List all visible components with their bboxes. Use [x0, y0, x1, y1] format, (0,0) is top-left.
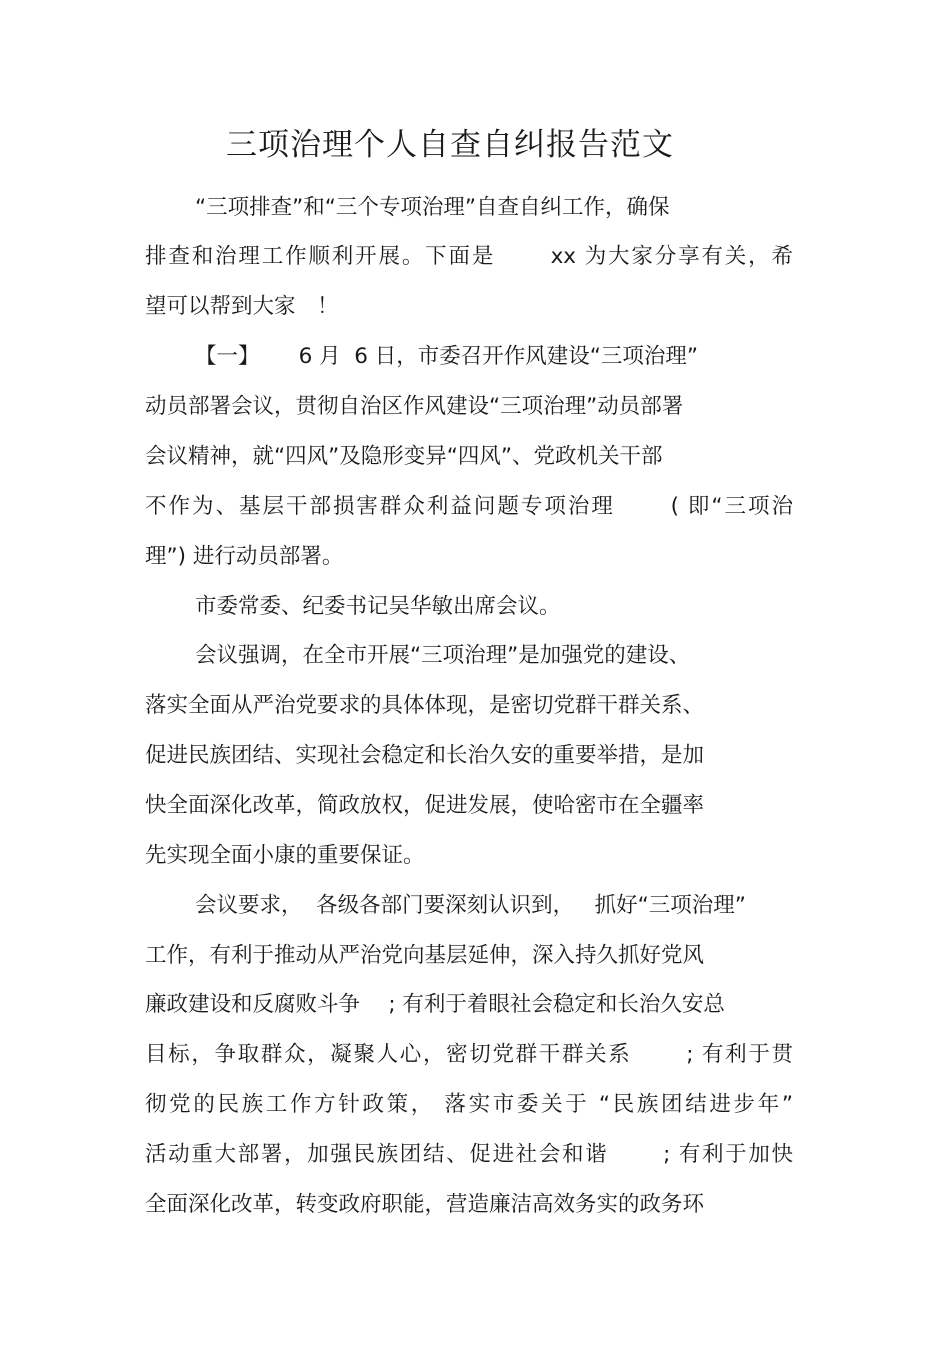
text-line: 全面深化改革，转变政府职能，营造廉洁高效务实的政务环 [145, 1192, 705, 1217]
text-line: 【一】 6 月 6 日，市委召开作风建设“三项治理” [195, 344, 699, 369]
text-line: 动员部署会议，贯彻自治区作风建设“三项治理”动员部署 [145, 394, 684, 419]
text-line: 快全面深化改革，简政放权，促进发展，使哈密市在全疆率 [145, 793, 705, 818]
text-line: 落实全面从严治党要求的具体体现，是密切党群干群关系、 [145, 693, 705, 718]
text-line: 活动重大部署，加强民族团结、促进社会和谐 ; 有利于加快 [145, 1142, 793, 1167]
text-line: “三项排查”和“三个专项治理”自查自纠工作，确保 [195, 195, 670, 220]
text-line: 市委常委、纪委书记吴华敏出席会议。 [195, 594, 561, 619]
text-line: 会议精神，就“四风”及隐形变异“四风”、党政机关干部 [145, 444, 663, 469]
text-line: 不作为、基层干部损害群众利益问题专项治理 ( 即“三项治 [145, 494, 793, 519]
text-line: 彻党的民族工作方针政策， 落实市委关于 “民族团结进步年” [145, 1092, 793, 1117]
text-line: 会议要求， 各级各部门要深刻认识到， 抓好“三项治理” [195, 893, 746, 918]
text-line: 排查和治理工作顺利开展。下面是 xx 为大家分享有关，希 [145, 244, 793, 269]
text-line: 促进民族团结、实现社会稳定和长治久安的重要举措，是加 [145, 743, 705, 768]
text-line: 目标，争取群众，凝聚人心，密切党群干群关系 ; 有利于贯 [145, 1042, 793, 1067]
text-line: 会议强调，在全市开展“三项治理”是加强党的建设、 [195, 643, 691, 668]
text-line: 先实现全面小康的重要保证。 [145, 843, 425, 868]
text-line: 工作，有利于推动从严治党向基层延伸，深入持久抓好党风 [145, 943, 705, 968]
text-line: 望可以帮到大家 ！ [145, 294, 339, 319]
document-title: 三项治理个人自查自纠报告范文 [226, 127, 674, 163]
text-line: 理”) 进行动员部署。 [145, 544, 344, 569]
text-line: 廉政建设和反腐败斗争 ; 有利于着眼社会稳定和长治久安总 [145, 992, 725, 1017]
